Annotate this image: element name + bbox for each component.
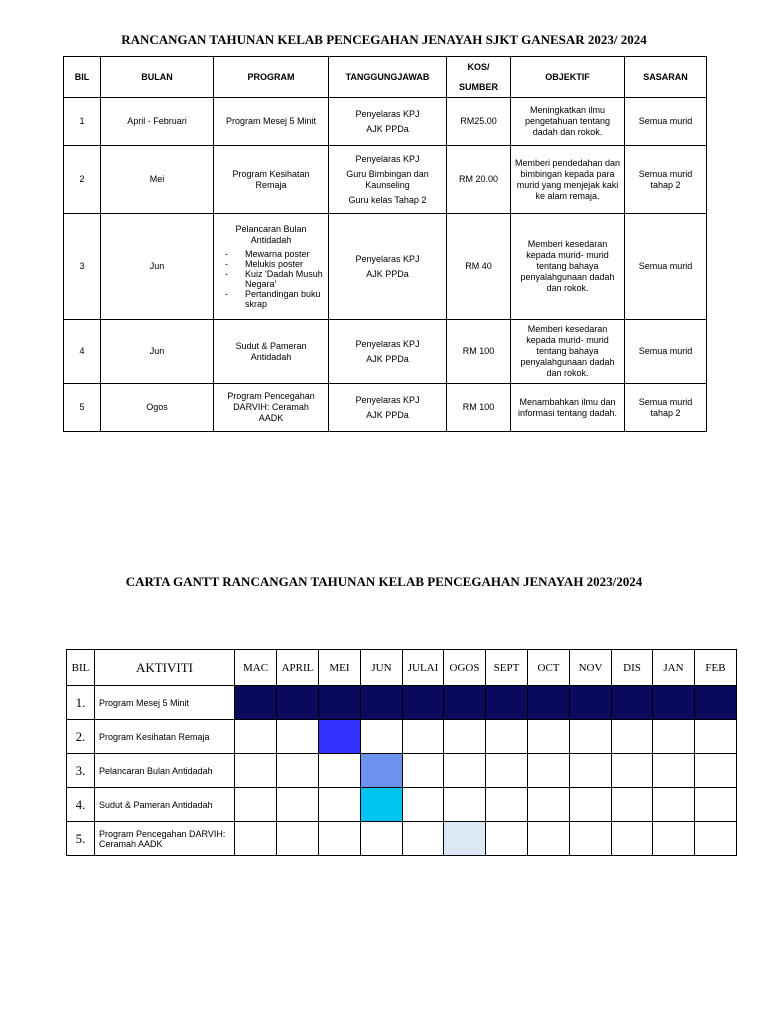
month-header: DIS: [612, 650, 653, 686]
month-header: APRIL: [277, 650, 319, 686]
program-title: Pelancaran Bulan Antidadah: [235, 224, 307, 245]
row-kos: RM25.00: [447, 98, 511, 146]
row-program: Program Pencegahan DARVIH: Ceramah AADK: [214, 384, 329, 432]
gantt-bar-cell: [444, 822, 486, 856]
table-row: [64, 146, 707, 214]
gantt-header-row: [67, 650, 737, 686]
gantt-bar-cell: [319, 686, 361, 720]
header-bil: BIL: [64, 57, 101, 98]
gantt-row-bil: 5.: [67, 822, 95, 856]
row-tanggungjawab: Penyelaras KPJ Guru Bimbingan dan Kaunseling Guru kelas Tahap 2: [329, 146, 447, 214]
gantt-header-bil: BIL: [67, 650, 95, 686]
month-header: OGOS: [444, 650, 486, 686]
row-tanggungjawab: Penyelaras KPJ AJK PPDa: [329, 214, 447, 320]
gantt-empty-cell: [486, 720, 528, 754]
list-item: - Mewarna poster: [245, 249, 325, 259]
list-item: - Melukis poster: [245, 259, 325, 269]
month-header: JAN: [653, 650, 695, 686]
gantt-empty-cell: [528, 788, 570, 822]
row-program: Sudut & Pameran Antidadah: [214, 320, 329, 384]
gantt-empty-cell: [277, 754, 319, 788]
gantt-empty-cell: [319, 822, 361, 856]
header-program: PROGRAM: [214, 57, 329, 98]
gantt-empty-cell: [612, 822, 653, 856]
gantt-bar-cell: [695, 686, 737, 720]
gantt-bar-cell: [319, 720, 361, 754]
row-bulan: Jun: [101, 214, 214, 320]
gantt-empty-cell: [403, 754, 444, 788]
gantt-empty-cell: [570, 788, 612, 822]
gantt-empty-cell: [235, 788, 277, 822]
gantt-row-bil: 1.: [67, 686, 95, 720]
gantt-bar-cell: [612, 686, 653, 720]
gantt-empty-cell: [695, 788, 737, 822]
row-bulan: Jun: [101, 320, 214, 384]
gantt-empty-cell: [235, 754, 277, 788]
month-header: NOV: [570, 650, 612, 686]
gantt-empty-cell: [277, 720, 319, 754]
list-item: - Pertandingan buku skrap: [245, 289, 325, 309]
gantt-empty-cell: [444, 754, 486, 788]
gantt-empty-cell: [403, 720, 444, 754]
plan-header-row: [64, 57, 707, 98]
row-objektif: Memberi pendedahan dan bimbingan kepada para murid yang menjejak kaki ke alam remaja.: [511, 146, 625, 214]
month-header: FEB: [695, 650, 737, 686]
table-row: [64, 384, 707, 432]
header-sasaran: SASARAN: [625, 57, 707, 98]
gantt-bar-cell: [528, 686, 570, 720]
gantt-bar-cell: [361, 686, 403, 720]
gantt-empty-cell: [486, 754, 528, 788]
gantt-empty-cell: [444, 720, 486, 754]
row-program: [214, 214, 329, 320]
gantt-row-activity: Program Pencegahan DARVIH: Ceramah AADK: [95, 822, 235, 856]
gantt-empty-cell: [653, 754, 695, 788]
row-kos: RM 100: [447, 320, 511, 384]
gantt-row-bil: 4.: [67, 788, 95, 822]
gantt-empty-cell: [570, 822, 612, 856]
row-bil: 2: [64, 146, 101, 214]
row-objektif: Memberi kesedaran kepada murid- murid tentang bahaya penyalahgunaan dadah dan rokok.: [511, 320, 625, 384]
header-kos-sumber: KOS/ SUMBER: [447, 57, 511, 98]
gantt-bar-cell: [235, 686, 277, 720]
gantt-empty-cell: [695, 822, 737, 856]
gantt-empty-cell: [695, 720, 737, 754]
row-bulan: Mei: [101, 146, 214, 214]
gantt-empty-cell: [570, 754, 612, 788]
header-bulan: BULAN: [101, 57, 214, 98]
row-sasaran: Semua murid: [625, 320, 707, 384]
row-program: Program Mesej 5 Minit: [214, 98, 329, 146]
gantt-empty-cell: [277, 788, 319, 822]
gantt-empty-cell: [235, 720, 277, 754]
gantt-empty-cell: [277, 822, 319, 856]
gantt-row: [67, 754, 737, 788]
gantt-empty-cell: [528, 822, 570, 856]
gantt-row-bil: 2.: [67, 720, 95, 754]
gantt-row: [67, 686, 737, 720]
gantt-empty-cell: [361, 822, 403, 856]
gantt-empty-cell: [403, 822, 444, 856]
gantt-empty-cell: [570, 720, 612, 754]
row-bulan: April - Februari: [101, 98, 214, 146]
month-header: MAC: [235, 650, 277, 686]
program-activity-list: [217, 249, 325, 309]
gantt-bar-cell: [653, 686, 695, 720]
row-bil: 5: [64, 384, 101, 432]
row-tanggungjawab: Penyelaras KPJ AJK PPDa: [329, 98, 447, 146]
row-sasaran: Semua murid: [625, 98, 707, 146]
gantt-bar-cell: [486, 686, 528, 720]
table-row: [64, 320, 707, 384]
gantt-bar-cell: [403, 686, 444, 720]
gantt-row-activity: Pelancaran Bulan Antidadah: [95, 754, 235, 788]
header-tanggungjawab: TANGGUNGJAWAB: [329, 57, 447, 98]
gantt-empty-cell: [361, 720, 403, 754]
gantt-header-aktiviti: AKTIVITI: [95, 650, 235, 686]
gantt-row-bil: 3.: [67, 754, 95, 788]
gantt-empty-cell: [653, 720, 695, 754]
gantt-empty-cell: [695, 754, 737, 788]
row-objektif: Meningkatkan ilmu pengetahuan tentang dadah dan rokok.: [511, 98, 625, 146]
gantt-row-activity: Program Kesihatan Remaja: [95, 720, 235, 754]
month-header: SEPT: [486, 650, 528, 686]
gantt-row-activity: Program Mesej 5 Minit: [95, 686, 235, 720]
table-row: [64, 98, 707, 146]
row-tanggungjawab: Penyelaras KPJ AJK PPDa: [329, 384, 447, 432]
gantt-bar-cell: [277, 686, 319, 720]
gantt-empty-cell: [486, 788, 528, 822]
header-objektif: OBJEKTIF: [511, 57, 625, 98]
month-header: OCT: [528, 650, 570, 686]
row-kos: RM 20.00: [447, 146, 511, 214]
row-sasaran: Semua murid tahap 2: [625, 146, 707, 214]
row-bil: 3: [64, 214, 101, 320]
month-header: MEI: [319, 650, 361, 686]
month-header: JUN: [361, 650, 403, 686]
gantt-bar-cell: [570, 686, 612, 720]
row-kos: RM 40: [447, 214, 511, 320]
gantt-empty-cell: [235, 822, 277, 856]
month-header: JULAI: [403, 650, 444, 686]
row-sasaran: Semua murid: [625, 214, 707, 320]
list-item: - Kuiz 'Dadah Musuh Negara': [245, 269, 325, 289]
gantt-bar-cell: [361, 788, 403, 822]
row-sasaran: Semua murid tahap 2: [625, 384, 707, 432]
gantt-empty-cell: [528, 754, 570, 788]
gantt-body: [67, 686, 737, 856]
gantt-empty-cell: [612, 720, 653, 754]
annual-plan-table: [63, 56, 707, 432]
row-tanggungjawab: Penyelaras KPJ AJK PPDa: [329, 320, 447, 384]
plan-title: RANCANGAN TAHUNAN KELAB PENCEGAHAN JENAYAH SJKT GANESAR 2023/ 2024: [121, 32, 647, 47]
gantt-row-activity: Sudut & Pameran Antidadah: [95, 788, 235, 822]
gantt-row: [67, 822, 737, 856]
gantt-empty-cell: [653, 822, 695, 856]
gantt-empty-cell: [653, 788, 695, 822]
row-kos: RM 100: [447, 384, 511, 432]
gantt-empty-cell: [612, 788, 653, 822]
row-objektif: Memberi kesedaran kepada murid- murid tentang bahaya penyalahgunaan dadah dan rokok.: [511, 214, 625, 320]
gantt-empty-cell: [403, 788, 444, 822]
gantt-empty-cell: [486, 822, 528, 856]
gantt-row: [67, 788, 737, 822]
gantt-empty-cell: [319, 754, 361, 788]
row-bulan: Ogos: [101, 384, 214, 432]
table-row: [64, 214, 707, 320]
gantt-bar-cell: [444, 686, 486, 720]
gantt-empty-cell: [612, 754, 653, 788]
gantt-empty-cell: [444, 788, 486, 822]
row-bil: 1: [64, 98, 101, 146]
row-objektif: Menambahkan ilmu dan informasi tentang dadah.: [511, 384, 625, 432]
gantt-chart-table: [66, 649, 737, 856]
gantt-row: [67, 720, 737, 754]
gantt-title: CARTA GANTT RANCANGAN TAHUNAN KELAB PENCEGAHAN JENAYAH 2023/2024: [125, 574, 643, 589]
row-program: Program Kesihatan Remaja: [214, 146, 329, 214]
gantt-bar-cell: [361, 754, 403, 788]
gantt-empty-cell: [528, 720, 570, 754]
row-bil: 4: [64, 320, 101, 384]
gantt-empty-cell: [319, 788, 361, 822]
